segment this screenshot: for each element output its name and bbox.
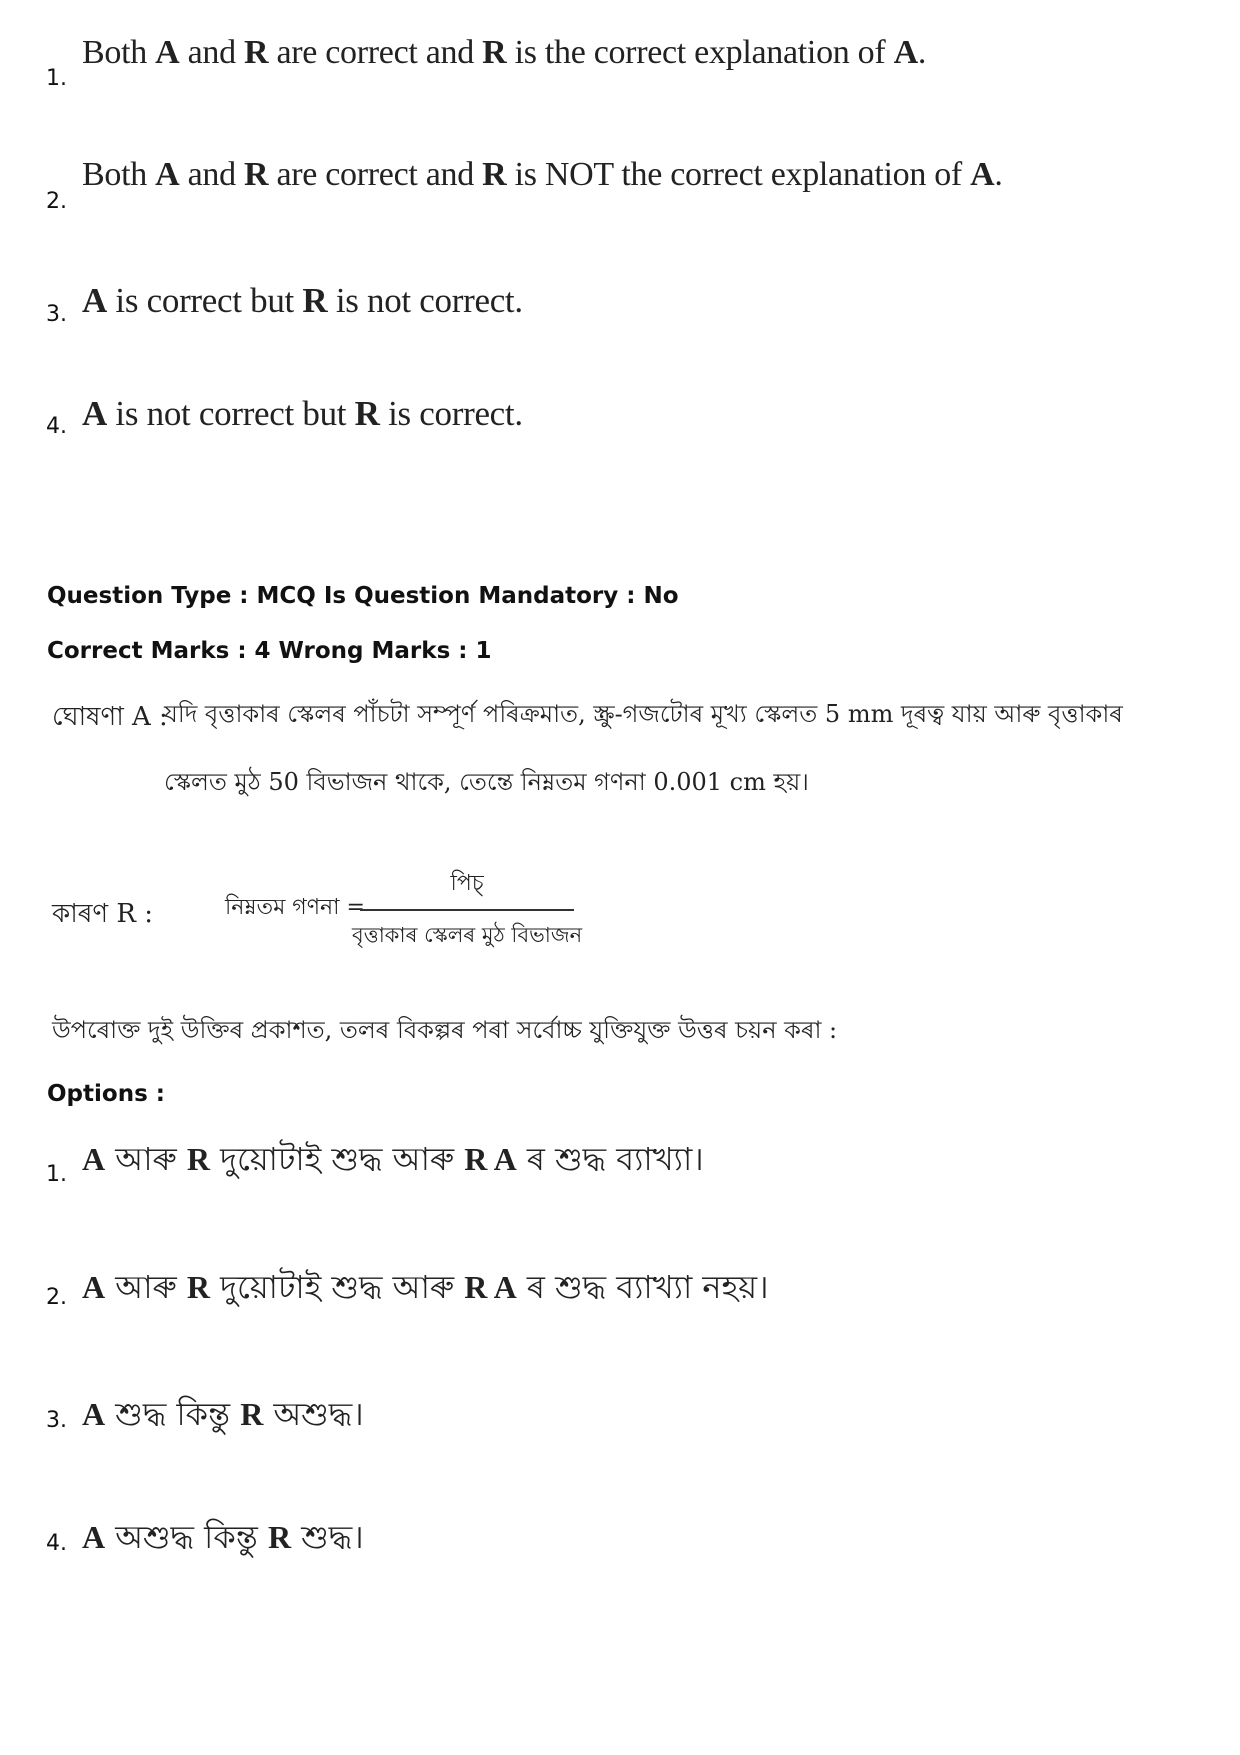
assertion-text-line-2: স্কেলত মুঠ 50 বিভাজন থাকে, তেন্তে নিম্নতম গণনা 0.001 cm হয়। [164, 768, 809, 796]
option-text: A শুদ্ধ কিন্তু R অশুদ্ধ। [82, 1395, 364, 1433]
option-number: 1. [46, 1162, 67, 1187]
option-text: A আৰু R দুয়োটাই শুদ্ধ আৰু R A ৰ শুদ্ধ ব্যাখ্যা নহয়। [82, 1268, 769, 1306]
reason-label: কাৰণ R : [52, 899, 153, 929]
option-text: A is not correct but R is correct. [82, 394, 523, 433]
formula-fraction [352, 866, 582, 954]
marks-line: Correct Marks : 4 Wrong Marks : 1 [47, 638, 492, 664]
option-text: A is correct but R is not correct. [82, 281, 523, 320]
fraction-bar [360, 909, 574, 911]
option-text: Both A and R are correct and R is NOT the correct explanation of A. [82, 156, 1003, 193]
option-number: 4. [46, 1531, 67, 1556]
option-number: 1. [46, 66, 67, 91]
assertion-label: ঘোষণা A : [52, 702, 168, 732]
option-number: 4. [46, 414, 67, 439]
option-text: Both A and R are correct and R is the correct explanation of A. [82, 34, 927, 71]
option-number: 3. [46, 302, 67, 327]
formula-numerator: পিচ্ [450, 871, 484, 896]
instruction-text: উপৰোক্ত দুই উক্তিৰ প্ৰকাশত, তলৰ বিকল্পৰ পৰা সৰ্বোচ্চ যুক্তিযুক্ত উত্তৰ চয়ন কৰা : [52, 1016, 838, 1044]
option-number: 2. [46, 189, 67, 214]
question-type-line: Question Type : MCQ Is Question Mandatory : No [47, 583, 679, 609]
options-label: Options : [47, 1081, 165, 1107]
formula-denominator: বৃত্তাকাৰ স্কেলৰ মুঠ বিভাজন [352, 923, 583, 947]
formula-lhs: নিম্নতম গণনা = [225, 895, 365, 920]
option-number: 3. [46, 1408, 67, 1433]
option-text: A আৰু R দুয়োটাই শুদ্ধ আৰু R A ৰ শুদ্ধ ব্যাখ্যা। [82, 1140, 704, 1178]
option-text: A অশুদ্ধ কিন্তু R শুদ্ধ। [82, 1518, 364, 1556]
option-number: 2. [46, 1285, 67, 1310]
assertion-text-line-1: যদি বৃত্তাকাৰ স্কেলৰ পাঁচটা সম্পূৰ্ণ পৰিক্ৰমাত, স্ক্ৰু-গজটোৰ মূখ্য স্কেলত 5 mm দূৰত্ব যায় আৰু বৃত্তাকাৰ [164, 700, 1123, 728]
